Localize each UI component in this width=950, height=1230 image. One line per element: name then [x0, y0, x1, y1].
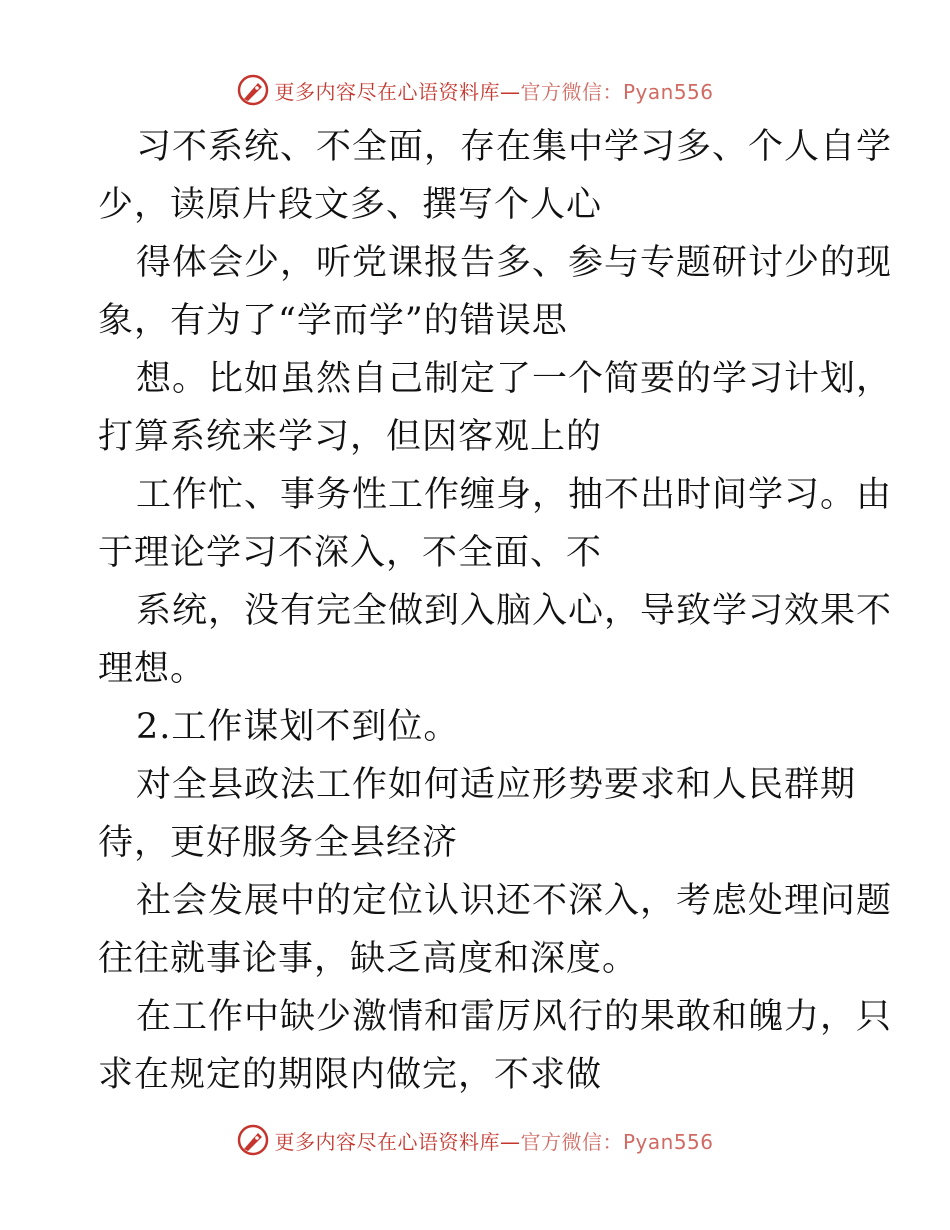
text-line: 习不系统、不全面，存在集中学习多、个人自学: [136, 127, 893, 167]
footer-wechat-label: 官方微信：: [520, 1129, 623, 1154]
text-line: 打算系统来学习，但因客观上的: [98, 417, 603, 457]
header-brand-text: 更多内容尽在心语资料库: [274, 79, 500, 104]
footer-watermark: [0, 1120, 950, 1160]
section-heading: 2.工作谋划不到位。: [136, 707, 460, 747]
text-line: 系统，没有完全做到入脑入心，导致学习效果不: [136, 591, 893, 631]
pen-nib-circle-icon: [236, 1123, 270, 1157]
text-line: 象，有为了“学而学”的错误思: [98, 301, 568, 341]
footer-brand-line: [274, 1126, 713, 1155]
text-line: 工作忙、事务性工作缠身，抽不出时间学习。由: [136, 475, 893, 515]
footer-brand-text: 更多内容尽在心语资料库: [274, 1129, 500, 1154]
text-line: 社会发展中的定位认识还不深入，考虑处理问题: [136, 881, 893, 921]
text-line: 想。比如虽然自己制定了一个简要的学习计划，: [136, 359, 893, 399]
text-line: 得体会少，听党课报告多、参与专题研讨少的现: [136, 243, 893, 283]
footer-wechat-id: Pyan556: [622, 1129, 714, 1154]
text-line: 少，读原片段文多、撰写个人心: [98, 185, 603, 225]
footer-separator: —: [499, 1129, 521, 1154]
text-line: 求在规定的期限内做完，不求做: [98, 1055, 603, 1095]
text-line: 对全县政法工作如何适应形势要求和人民群期: [136, 765, 857, 805]
text-line: 理想。: [98, 649, 207, 689]
pen-nib-circle-icon: [236, 73, 270, 107]
header-watermark: [0, 70, 950, 110]
header-brand-line: [274, 76, 713, 105]
text-line: 往往就事论事，缺乏高度和深度。: [98, 939, 639, 979]
header-wechat-id: Pyan556: [622, 79, 714, 104]
header-wechat-label: 官方微信：: [520, 79, 623, 104]
text-line: 在工作中缺少激情和雷厉风行的果敢和魄力，只: [136, 997, 893, 1037]
text-line: 待，更好服务全县经济: [98, 823, 459, 863]
document-body: [98, 118, 893, 1104]
text-line: 于理论学习不深入，不全面、不: [98, 533, 603, 573]
header-separator: —: [499, 79, 521, 104]
